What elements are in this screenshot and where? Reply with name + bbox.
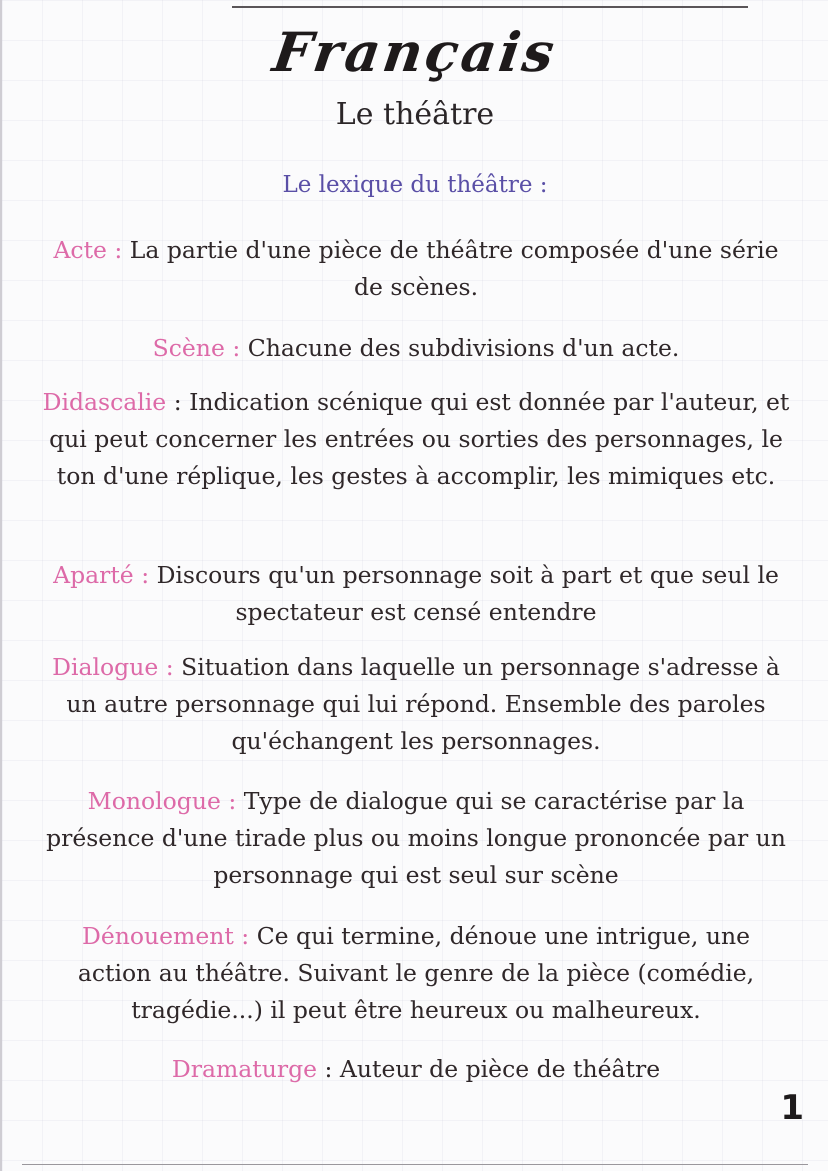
bottom-rule bbox=[22, 1164, 808, 1165]
term-separator: : bbox=[133, 561, 157, 589]
page-title: Français bbox=[269, 20, 561, 84]
section-heading: Le lexique du théâtre : bbox=[282, 172, 548, 198]
entry-scene bbox=[42, 330, 790, 367]
term-label: Dialogue bbox=[52, 653, 159, 681]
entry-didascalie bbox=[42, 384, 790, 495]
top-rule bbox=[232, 6, 748, 8]
entry-dramaturge bbox=[42, 1051, 790, 1088]
term-label: Acte bbox=[53, 236, 107, 264]
definition-text: Auteur de pièce de théâtre bbox=[339, 1055, 661, 1083]
term-separator: : bbox=[158, 653, 182, 681]
term-label: Monologue bbox=[87, 787, 221, 815]
term-label: Scène bbox=[152, 334, 225, 362]
definition-text: Discours qu'un personnage soit à part et que seul le spectateur est censé entendre bbox=[156, 561, 779, 626]
definition-text: Type de dialogue qui se caractérise par la présence d'une tirade plus ou moins longue prononcée par un personnage qui est seul sur scène bbox=[46, 787, 786, 889]
entry-aparte bbox=[42, 557, 790, 631]
entry-denouement bbox=[42, 918, 790, 1029]
term-label: Didascalie bbox=[42, 388, 167, 416]
definition-text: Situation dans laquelle un personnage s'adresse à un autre personnage qui lui répond. Ensemble des paroles qu'échangent les personnages. bbox=[66, 653, 780, 755]
term-label: Aparté bbox=[53, 561, 134, 589]
term-separator: : bbox=[233, 922, 257, 950]
term-separator: : bbox=[166, 388, 190, 416]
definition-text: Chacune des subdivisions d'un acte. bbox=[247, 334, 680, 362]
entry-dialogue bbox=[42, 649, 790, 760]
term-separator: : bbox=[317, 1055, 340, 1083]
term-separator: : bbox=[106, 236, 130, 264]
entry-monologue bbox=[42, 783, 790, 894]
term-separator: : bbox=[220, 787, 244, 815]
entry-acte bbox=[42, 232, 790, 306]
term-label: Dramaturge bbox=[171, 1055, 318, 1083]
term-separator: : bbox=[224, 334, 248, 362]
page-subtitle: Le théâtre bbox=[335, 97, 495, 132]
definition-text: La partie d'une pièce de théâtre composée d'une série de scènes. bbox=[129, 236, 779, 301]
definition-text: Ce qui termine, dénoue une intrigue, une action au théâtre. Suivant le genre de la pièce (comédie, tragédie...) il peut être heureux ou malheureux. bbox=[77, 922, 755, 1024]
term-label: Dénouement bbox=[81, 922, 234, 950]
definition-text: Indication scénique qui est donnée par l'auteur, et qui peut concerner les entrées ou sorties des personnages, le ton d'une réplique, les gestes à accomplir, les mimiques etc. bbox=[49, 388, 790, 490]
page-number: 1 bbox=[780, 1088, 804, 1128]
